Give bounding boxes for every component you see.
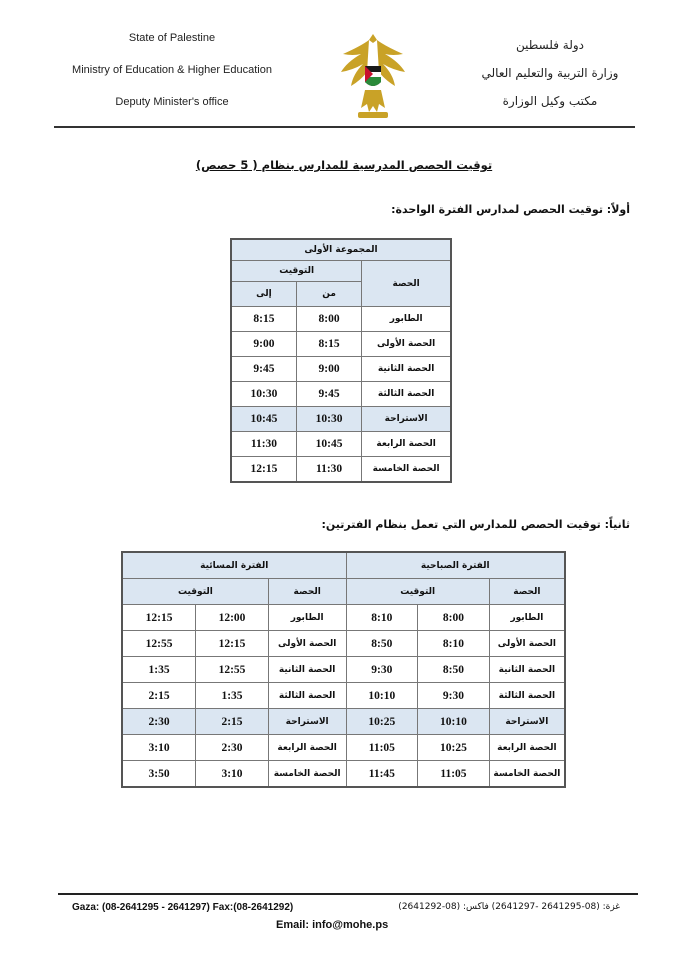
header-ar-line-1: دولة فلسطين (515, 38, 585, 52)
col-from-header: من (296, 282, 361, 307)
evening-time-from: 2:15 (196, 709, 269, 735)
table-row (122, 735, 565, 761)
time-to: 10:45 (231, 407, 296, 432)
col-timing-header: التوقيت (231, 261, 362, 282)
table-row (122, 657, 565, 683)
time-from: 8:15 (296, 332, 361, 357)
evening-time-from: 1:35 (196, 683, 269, 709)
header-en-line-1: State of Palestine (128, 32, 216, 44)
evening-period-name: الحصة الخامسة (268, 761, 346, 788)
time-to: 8:15 (231, 307, 296, 332)
period-name: الطابور (362, 307, 451, 332)
evening-shift-header: الفترة المسائية (122, 552, 346, 579)
evening-period-name: الحصة الثانية (268, 657, 346, 683)
evening-time-to: 12:55 (122, 631, 196, 657)
morning-period-name: الحصة الخامسة (489, 761, 565, 788)
period-name: الحصة الأولى (362, 332, 451, 357)
time-from: 8:00 (296, 307, 361, 332)
table-row (231, 332, 451, 357)
morning-time-to: 10:10 (346, 683, 418, 709)
evening-period-name: الحصة الثالثة (268, 683, 346, 709)
evening-time-to: 2:30 (122, 709, 196, 735)
palestine-eagle-emblem (338, 30, 408, 126)
morning-time-from: 10:10 (418, 709, 490, 735)
evening-time-from: 12:00 (196, 605, 269, 631)
time-to: 11:30 (231, 432, 296, 457)
morning-time-to: 11:05 (346, 735, 418, 761)
morning-time-to: 8:50 (346, 631, 418, 657)
table-row (231, 357, 451, 382)
morning-period-name: الحصة الثالثة (489, 683, 565, 709)
morning-period-name: الاستراحة (489, 709, 565, 735)
table-row (231, 432, 451, 457)
evening-time-to: 3:10 (122, 735, 196, 761)
evening-time-to: 1:35 (122, 657, 196, 683)
time-from: 9:45 (296, 382, 361, 407)
footer-email: Email: info@mohe.ps (276, 919, 389, 931)
morning-time-to: 9:30 (346, 657, 418, 683)
evening-time-from: 12:55 (196, 657, 269, 683)
morning-period-name: الحصة الأولى (489, 631, 565, 657)
morning-time-from: 9:30 (418, 683, 490, 709)
table-row-break (231, 407, 451, 432)
header-ar-line-2: وزارة التربية والتعليم العالي (481, 66, 619, 80)
morning-period-name: الحصة الثانية (489, 657, 565, 683)
time-to: 9:00 (231, 332, 296, 357)
col-period-header: الحصة (362, 261, 451, 307)
morning-time-from: 11:05 (418, 761, 490, 788)
evening-time-to: 3:50 (122, 761, 196, 788)
header-ar-line-3: مكتب وكيل الوزارة (502, 94, 598, 108)
evening-col-period: الحصة (268, 579, 346, 605)
morning-period-name: الحصة الرابعة (489, 735, 565, 761)
morning-period-name: الطابور (489, 605, 565, 631)
table-row (231, 307, 451, 332)
evening-time-to: 2:15 (122, 683, 196, 709)
evening-col-timing: التوقيت (122, 579, 268, 605)
morning-col-period: الحصة (489, 579, 565, 605)
evening-time-to: 12:15 (122, 605, 196, 631)
evening-time-from: 3:10 (196, 761, 269, 788)
period-name: الحصة الثانية (362, 357, 451, 382)
morning-time-from: 10:25 (418, 735, 490, 761)
morning-time-to: 8:10 (346, 605, 418, 631)
time-to: 9:45 (231, 357, 296, 382)
morning-time-from: 8:00 (418, 605, 490, 631)
table-row (122, 605, 565, 631)
evening-period-name: الحصة الرابعة (268, 735, 346, 761)
col-to-header: إلى (231, 282, 296, 307)
footer-divider (58, 893, 638, 895)
table-row (122, 631, 565, 657)
evening-time-from: 2:30 (196, 735, 269, 761)
time-to: 12:15 (231, 457, 296, 483)
table-row (122, 683, 565, 709)
morning-time-from: 8:50 (418, 657, 490, 683)
header-divider (54, 126, 635, 128)
morning-shift-header: الفترة الصباحية (346, 552, 565, 579)
section1-heading: أولاً: توقيت الحصص لمدارس الفترة الواحدة: (391, 203, 630, 216)
single-shift-table (230, 238, 452, 483)
period-name: الاستراحة (362, 407, 451, 432)
table-row (231, 382, 451, 407)
morning-col-timing: التوقيت (346, 579, 489, 605)
header-en-line-2: Ministry of Education & Higher Education (72, 64, 272, 76)
period-name: الحصة الثالثة (362, 382, 451, 407)
period-name: الحصة الرابعة (362, 432, 451, 457)
page-title: توقيت الحصص المدرسية للمدارس بنظام ( 5 حصص) (195, 158, 493, 172)
morning-time-to: 10:25 (346, 709, 418, 735)
evening-period-name: الطابور (268, 605, 346, 631)
evening-time-from: 12:15 (196, 631, 269, 657)
two-shift-table (121, 551, 566, 788)
table-row (122, 761, 565, 788)
time-from: 10:30 (296, 407, 361, 432)
evening-period-name: الاستراحة (268, 709, 346, 735)
evening-period-name: الحصة الأولى (268, 631, 346, 657)
group-header: المجموعة الأولى (231, 239, 451, 261)
time-to: 10:30 (231, 382, 296, 407)
header-en-line-3: Deputy Minister's office (115, 96, 229, 108)
time-from: 10:45 (296, 432, 361, 457)
footer-phone-ar: غزة: (08-2641295 -2641297) فاكس: (08-2641292) (398, 902, 620, 912)
morning-time-to: 11:45 (346, 761, 418, 788)
period-name: الحصة الخامسة (362, 457, 451, 483)
section2-heading: ثانياً: توقيت الحصص للمدارس التي تعمل بنظام الفترتين: (321, 518, 630, 531)
footer-phone-en: Gaza: (08-2641295 - 2641297) Fax:(08-2641292) (72, 902, 294, 913)
morning-time-from: 8:10 (418, 631, 490, 657)
table-row (231, 457, 451, 483)
table-row-break (122, 709, 565, 735)
time-from: 11:30 (296, 457, 361, 483)
time-from: 9:00 (296, 357, 361, 382)
